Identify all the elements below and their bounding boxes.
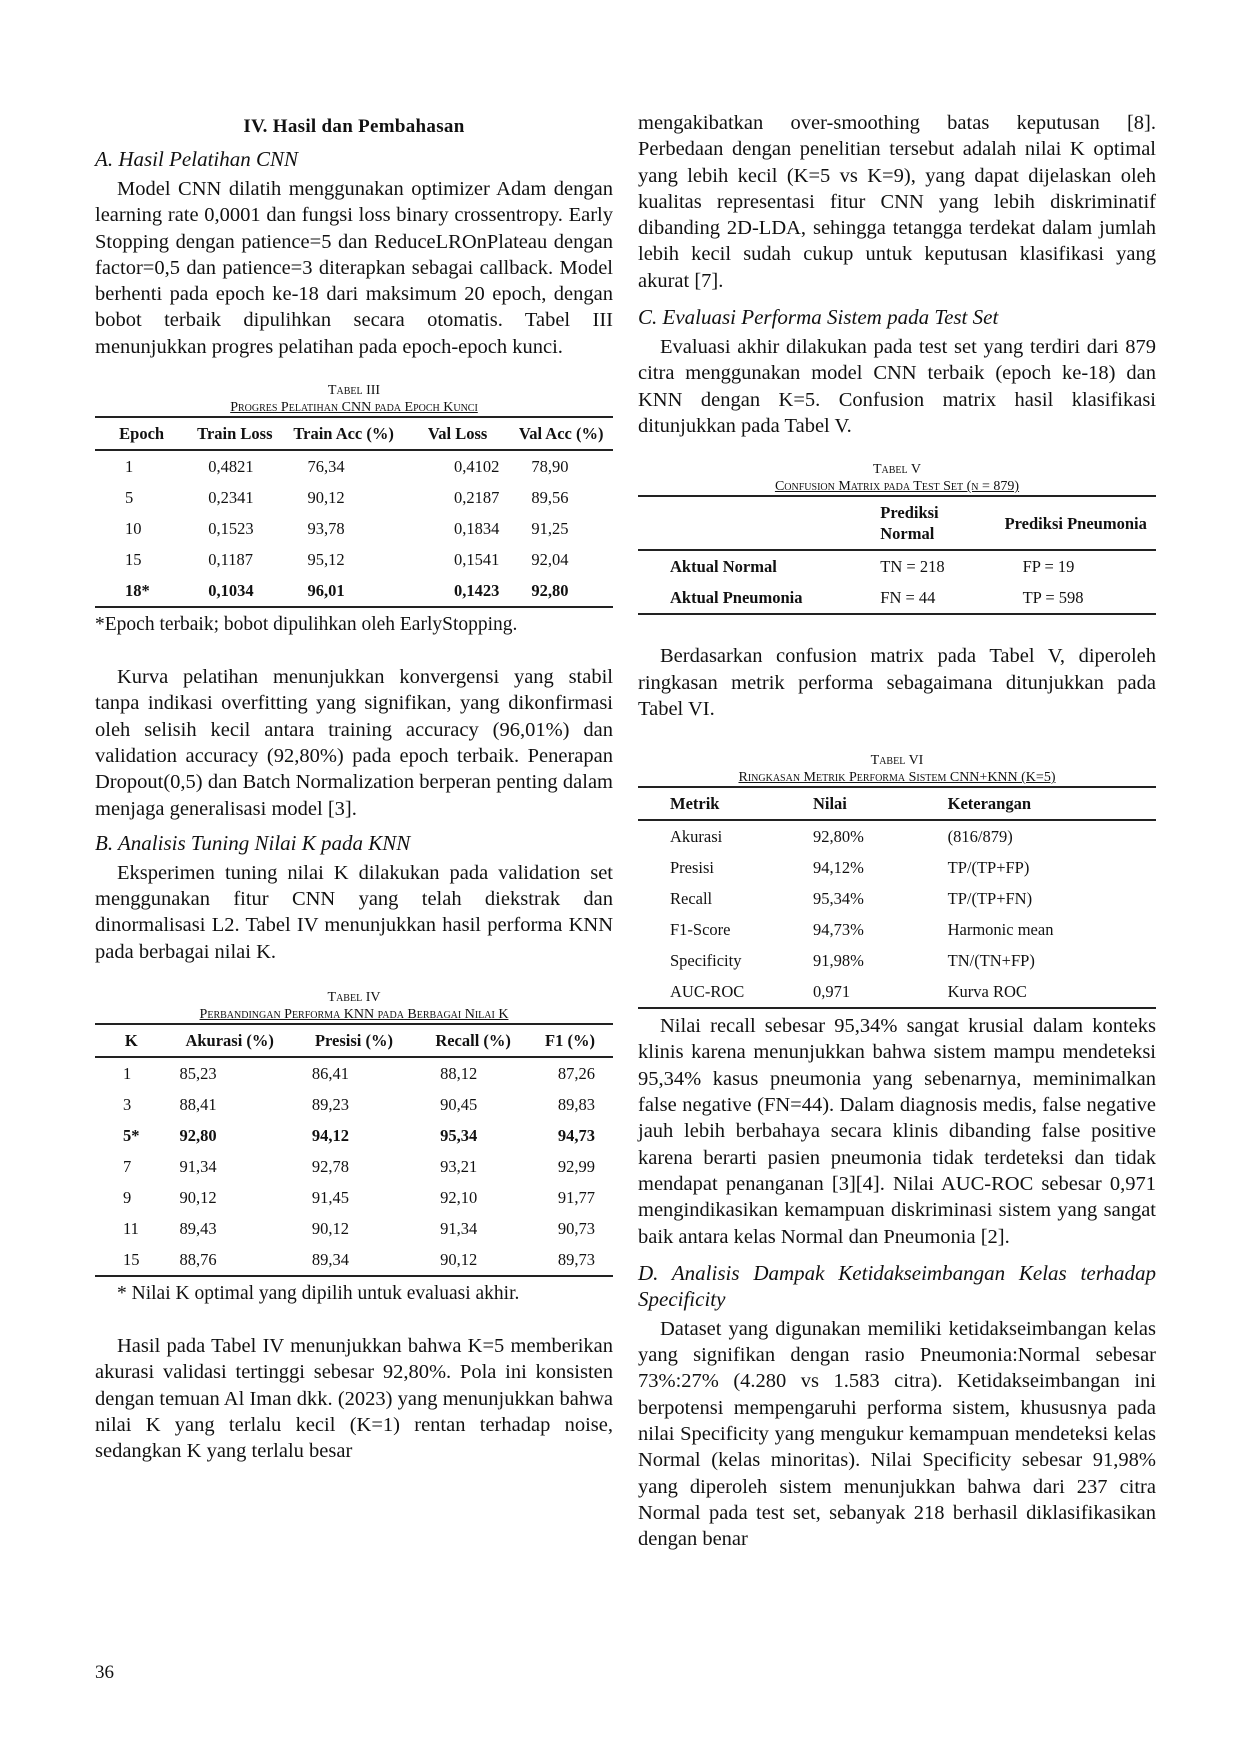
table-header: Val Acc (%) bbox=[509, 417, 613, 450]
table-cell: 76,34 bbox=[307, 456, 345, 476]
table3-caption bbox=[95, 382, 613, 416]
table-header: Metrik bbox=[638, 787, 809, 820]
table-header: K bbox=[95, 1024, 168, 1057]
table-cell: 94,73% bbox=[812, 919, 864, 939]
table-cell: 88,41 bbox=[179, 1094, 217, 1114]
table-cell: 92,04 bbox=[531, 549, 569, 569]
table-cell: 3 bbox=[123, 1094, 132, 1114]
table-cell: 90,12 bbox=[311, 1218, 349, 1238]
table-header bbox=[638, 496, 876, 550]
table-cell: 0,1523 bbox=[208, 518, 254, 538]
table-cell: 88,12 bbox=[440, 1063, 478, 1083]
table-cell: Presisi bbox=[670, 857, 715, 877]
table-cell: 92,10 bbox=[440, 1187, 478, 1207]
paragraph-a1: Model CNN dilatih menggunakan optimizer Adam dengan learning rate 0,0001 dan fungsi loss binary crossentropy. Early Stopping dengan patience=5 dan ReduceLROnPlateau dengan factor=0,5 dan patience=3 diterapkan sebagai callback. Model berhenti pada epoch ke-18 dari maksimum 20 epoch, dengan bobot terbaik dipulihkan secara otomatis. Tabel III menunjukkan progres pelatihan pada epoch-epoch kunci. bbox=[95, 178, 613, 358]
table4-note: * Nilai K optimal yang dipilih untuk evaluasi akhir. bbox=[117, 1283, 520, 1305]
table-cell: 95,12 bbox=[307, 549, 345, 569]
paragraph-c1: Evaluasi akhir dilakukan pada test set yang terdiri dari 879 citra menggunakan model CNN terbaik (epoch ke-18) dan KNN dengan K=5. Confusion matrix hasil klasifikasi ditunjukkan pada Tabel V. bbox=[638, 336, 1156, 437]
table-cell: 89,23 bbox=[311, 1094, 349, 1114]
table-cell: 89,34 bbox=[311, 1249, 349, 1269]
table-header: Prediksi Pneumonia bbox=[1001, 496, 1156, 550]
table-cell: Harmonic mean bbox=[947, 919, 1054, 939]
table-cell: 95,34 bbox=[440, 1125, 478, 1145]
table-cell: 5* bbox=[123, 1125, 140, 1145]
table-cell: 85,23 bbox=[179, 1063, 217, 1083]
table3-title: Progres Pelatihan CNN pada Epoch Kunci bbox=[230, 400, 478, 416]
table-cell: 91,98% bbox=[812, 950, 864, 970]
paragraph-b3: mengakibatkan over-smoothing batas keputusan [8]. Perbedaan dengan penelitian tersebut adalah nilai K optimal yang lebih kecil (K=5 vs K=9), yang dapat dijelaskan oleh kualitas representasi fitur CNN yang lebih diskriminatif dibanding 2D-LDA, sehingga tetangga terdekat dalam jumlah lebih kecil sudah cukup untuk keputusan klasifikasi yang akurat [7]. bbox=[638, 112, 1156, 292]
table-cell: 89,83 bbox=[557, 1094, 595, 1114]
table4-title: Perbandingan Performa KNN pada Berbagai Nilai K bbox=[199, 1007, 509, 1023]
paragraph-c2: Berdasarkan confusion matrix pada Tabel V, diperoleh ringkasan metrik performa sebagaimana ditunjukkan pada Tabel VI. bbox=[638, 645, 1156, 720]
table-row bbox=[95, 513, 613, 544]
table-cell: Akurasi bbox=[670, 826, 723, 846]
paragraph-b2: Hasil pada Tabel IV menunjukkan bahwa K=5 memberikan akurasi validasi tertinggi sebesar 92,80%. Pola ini konsisten dengan temuan Al Iman dkk. (2023) yang menunjukkan bahwa nilai K yang terlalu kecil (K=1) rentan terhadap noise, sedangkan K yang terlalu besar bbox=[95, 1335, 613, 1463]
table-cell: 89,73 bbox=[557, 1249, 595, 1269]
table-cell: 92,80% bbox=[812, 826, 864, 846]
table-cell: 0,1834 bbox=[454, 518, 500, 538]
table-row bbox=[638, 945, 1156, 976]
paragraph-d1: Dataset yang digunakan memiliki ketidakseimbangan kelas yang signifikan dengan rasio Pneumonia:Normal sebesar 73%:27% (4.280 vs 1.583 citra). Ketidakseimbangan ini berpotensi mempengaruhi performa sistem, khususnya pada nilai Specificity yang mengukur kemampuan mendeteksi kelas Normal (kelas minoritas). Nilai Specificity sebesar 91,98% yang diperoleh sistem menunjukkan bahwa dari 237 citra Normal pada test set, sebanyak 218 berhasil diklasifikasikan dengan benar bbox=[638, 1317, 1156, 1551]
table-cell: 86,41 bbox=[311, 1063, 349, 1083]
table-row bbox=[95, 482, 613, 513]
table-cell: 15 bbox=[123, 1249, 140, 1269]
table6-caption bbox=[638, 752, 1156, 786]
table-header: Epoch bbox=[95, 417, 188, 450]
right-column bbox=[638, 110, 1156, 1553]
table-cell: 0,2187 bbox=[454, 487, 500, 507]
table5-caption bbox=[638, 461, 1156, 495]
table-header: Presisi (%) bbox=[292, 1024, 416, 1057]
table-header: Val Loss bbox=[406, 417, 510, 450]
table-cell: 5 bbox=[125, 487, 134, 507]
table-header: Keterangan bbox=[944, 787, 1156, 820]
table-cell: Specificity bbox=[670, 950, 742, 970]
table-cell: 90,12 bbox=[440, 1249, 478, 1269]
table-header: Nilai bbox=[809, 787, 944, 820]
table-row bbox=[95, 1182, 613, 1213]
table-cell: 90,12 bbox=[307, 487, 345, 507]
table-cell: 7 bbox=[123, 1156, 132, 1176]
table-cell: 18* bbox=[125, 580, 150, 600]
table-cell: TP = 598 bbox=[1022, 587, 1084, 607]
table-row bbox=[95, 1151, 613, 1182]
table-cell: 0,971 bbox=[812, 981, 851, 1001]
table-cell: 91,77 bbox=[557, 1187, 595, 1207]
table-header: Train Loss bbox=[188, 417, 281, 450]
table6-title: Ringkasan Metrik Performa Sistem CNN+KNN (K=5) bbox=[738, 770, 1056, 786]
table-cell: 90,73 bbox=[557, 1218, 595, 1238]
subsection-d-title: D. Analisis Dampak Ketidakseimbangan Kelas terhadap Specificity bbox=[638, 1260, 1156, 1311]
table-cell: Aktual Normal bbox=[670, 556, 777, 576]
table-cell: TP/(TP+FP) bbox=[947, 857, 1030, 877]
table-row bbox=[95, 1057, 613, 1089]
table-cell: 94,12 bbox=[311, 1125, 349, 1145]
table-row bbox=[638, 852, 1156, 883]
table-row bbox=[638, 914, 1156, 945]
table-cell: TP/(TP+FN) bbox=[947, 888, 1033, 908]
table-header-row bbox=[95, 1024, 613, 1057]
table-cell: 1 bbox=[125, 456, 134, 476]
table-cell: FP = 19 bbox=[1022, 556, 1075, 576]
table-cell: Kurva ROC bbox=[947, 981, 1027, 1001]
left-column bbox=[95, 110, 613, 1465]
table-cell: 91,45 bbox=[311, 1187, 349, 1207]
table3-number: Tabel III bbox=[327, 383, 381, 399]
table6-number: Tabel VI bbox=[870, 753, 924, 769]
table-cell: Recall bbox=[670, 888, 713, 908]
table-row bbox=[638, 820, 1156, 852]
table-cell: 0,4102 bbox=[454, 456, 500, 476]
table4-caption bbox=[95, 989, 613, 1023]
table-cell: 92,99 bbox=[557, 1156, 595, 1176]
table-cell: 92,78 bbox=[311, 1156, 349, 1176]
table-cell: FN = 44 bbox=[880, 587, 936, 607]
table3 bbox=[95, 416, 613, 608]
table-cell: 89,43 bbox=[179, 1218, 217, 1238]
table-cell: Aktual Pneumonia bbox=[670, 587, 803, 607]
table-row-best bbox=[95, 1120, 613, 1151]
table-cell: 92,80 bbox=[179, 1125, 217, 1145]
table-header: Akurasi (%) bbox=[168, 1024, 292, 1057]
table-row bbox=[638, 582, 1156, 614]
subsection-a-title: A. Hasil Pelatihan CNN bbox=[95, 147, 299, 171]
table-row bbox=[95, 450, 613, 482]
table4 bbox=[95, 1023, 613, 1277]
table5 bbox=[638, 495, 1156, 615]
table-cell: 10 bbox=[125, 518, 142, 538]
table-cell: 0,4821 bbox=[208, 456, 254, 476]
table-cell: 0,1187 bbox=[208, 549, 253, 569]
table-header: F1 (%) bbox=[530, 1024, 613, 1057]
table5-title: Confusion Matrix pada Test Set (n = 879) bbox=[774, 479, 1020, 495]
table-row bbox=[95, 1244, 613, 1276]
page-number: 36 bbox=[95, 1662, 114, 1683]
table-cell: 0,1034 bbox=[208, 580, 254, 600]
table-cell: 94,73 bbox=[557, 1125, 595, 1145]
table-header-row bbox=[95, 417, 613, 450]
table-cell: 93,78 bbox=[307, 518, 345, 538]
table-cell: 90,45 bbox=[440, 1094, 478, 1114]
table-header: Train Acc (%) bbox=[281, 417, 405, 450]
paragraph-c3: Nilai recall sebesar 95,34% sangat krusial dalam konteks klinis karena menunjukkan bahwa sistem mampu mendeteksi 95,34% kasus pneumonia yang sebenarnya, meminimalkan false negative (FN=44). Dalam diagnosis medis, false negative jauh lebih berbahaya secara klinis dibanding false positive karena berarti pasien pneumonia tidak terdeteksi dan tidak mendapat penanganan [3][4]. Nilai AUC-ROC sebesar 0,971 mengindikasikan kemampuan diskriminasi sistem yang sangat baik antara kelas Normal dan Pneumonia [2]. bbox=[638, 1015, 1156, 1248]
table-cell: F1-Score bbox=[670, 919, 731, 939]
table-row bbox=[638, 550, 1156, 582]
table-cell: 91,34 bbox=[179, 1156, 217, 1176]
table-header-row bbox=[638, 496, 1156, 550]
table-header: Prediksi Normal bbox=[876, 496, 1000, 550]
table-cell: 94,12% bbox=[812, 857, 864, 877]
table-cell: 88,76 bbox=[179, 1249, 217, 1269]
table-row bbox=[95, 1213, 613, 1244]
table-row bbox=[95, 1089, 613, 1120]
table-cell: 96,01 bbox=[307, 580, 345, 600]
section-title: IV. Hasil dan Pembahasan bbox=[243, 116, 465, 137]
table-row-best bbox=[95, 575, 613, 607]
table-cell: 95,34% bbox=[812, 888, 864, 908]
table-header: Recall (%) bbox=[416, 1024, 530, 1057]
paragraph-b1: Eksperimen tuning nilai K dilakukan pada validation set menggunakan fitur CNN yang telah diekstrak dan dinormalisasi L2. Tabel IV menunjukkan hasil performa KNN pada berbagai nilai K. bbox=[95, 861, 613, 963]
table-cell: 11 bbox=[123, 1218, 139, 1238]
table-cell: 91,34 bbox=[440, 1218, 478, 1238]
table-cell: 93,21 bbox=[440, 1156, 478, 1176]
table-cell: 0,1541 bbox=[454, 549, 500, 569]
table-cell: TN = 218 bbox=[880, 556, 945, 576]
table6 bbox=[638, 786, 1156, 1009]
table-cell: 9 bbox=[123, 1187, 132, 1207]
table-cell: (816/879) bbox=[947, 826, 1013, 846]
table-cell: 89,56 bbox=[531, 487, 569, 507]
table-cell: 0,1423 bbox=[454, 580, 500, 600]
table-cell: 1 bbox=[123, 1063, 132, 1083]
table-cell: 92,80 bbox=[531, 580, 569, 600]
table-cell: 78,90 bbox=[531, 456, 569, 476]
paragraph-a2: Kurva pelatihan menunjukkan konvergensi yang stabil tanpa indikasi overfitting yang signifikan, yang dikonfirmasi oleh selisih kecil antara training accuracy (96,01%) dan validation accuracy (92,80%) pada epoch terbaik. Penerapan Dropout(0,5) dan Batch Normalization berperan penting dalam menjaga generalisasi model [3]. bbox=[95, 666, 613, 820]
table-cell: TN/(TN+FP) bbox=[947, 950, 1035, 970]
table5-number: Tabel V bbox=[872, 462, 922, 478]
table-cell: AUC-ROC bbox=[670, 981, 745, 1001]
table-cell: 87,26 bbox=[557, 1063, 595, 1083]
table-row bbox=[638, 883, 1156, 914]
table-cell: 91,25 bbox=[531, 518, 569, 538]
subsection-c-title: C. Evaluasi Performa Sistem pada Test Set bbox=[638, 305, 999, 330]
subsection-b-title: B. Analisis Tuning Nilai K pada KNN bbox=[95, 830, 411, 855]
table-header-row bbox=[638, 787, 1156, 820]
table-cell: 90,12 bbox=[179, 1187, 217, 1207]
table4-number: Tabel IV bbox=[327, 990, 381, 1006]
table3-note: *Epoch terbaik; bobot dipulihkan oleh EarlyStopping. bbox=[95, 614, 518, 636]
table-row bbox=[95, 544, 613, 575]
table-row bbox=[638, 976, 1156, 1008]
table-cell: 15 bbox=[125, 549, 142, 569]
table-cell: 0,2341 bbox=[208, 487, 254, 507]
